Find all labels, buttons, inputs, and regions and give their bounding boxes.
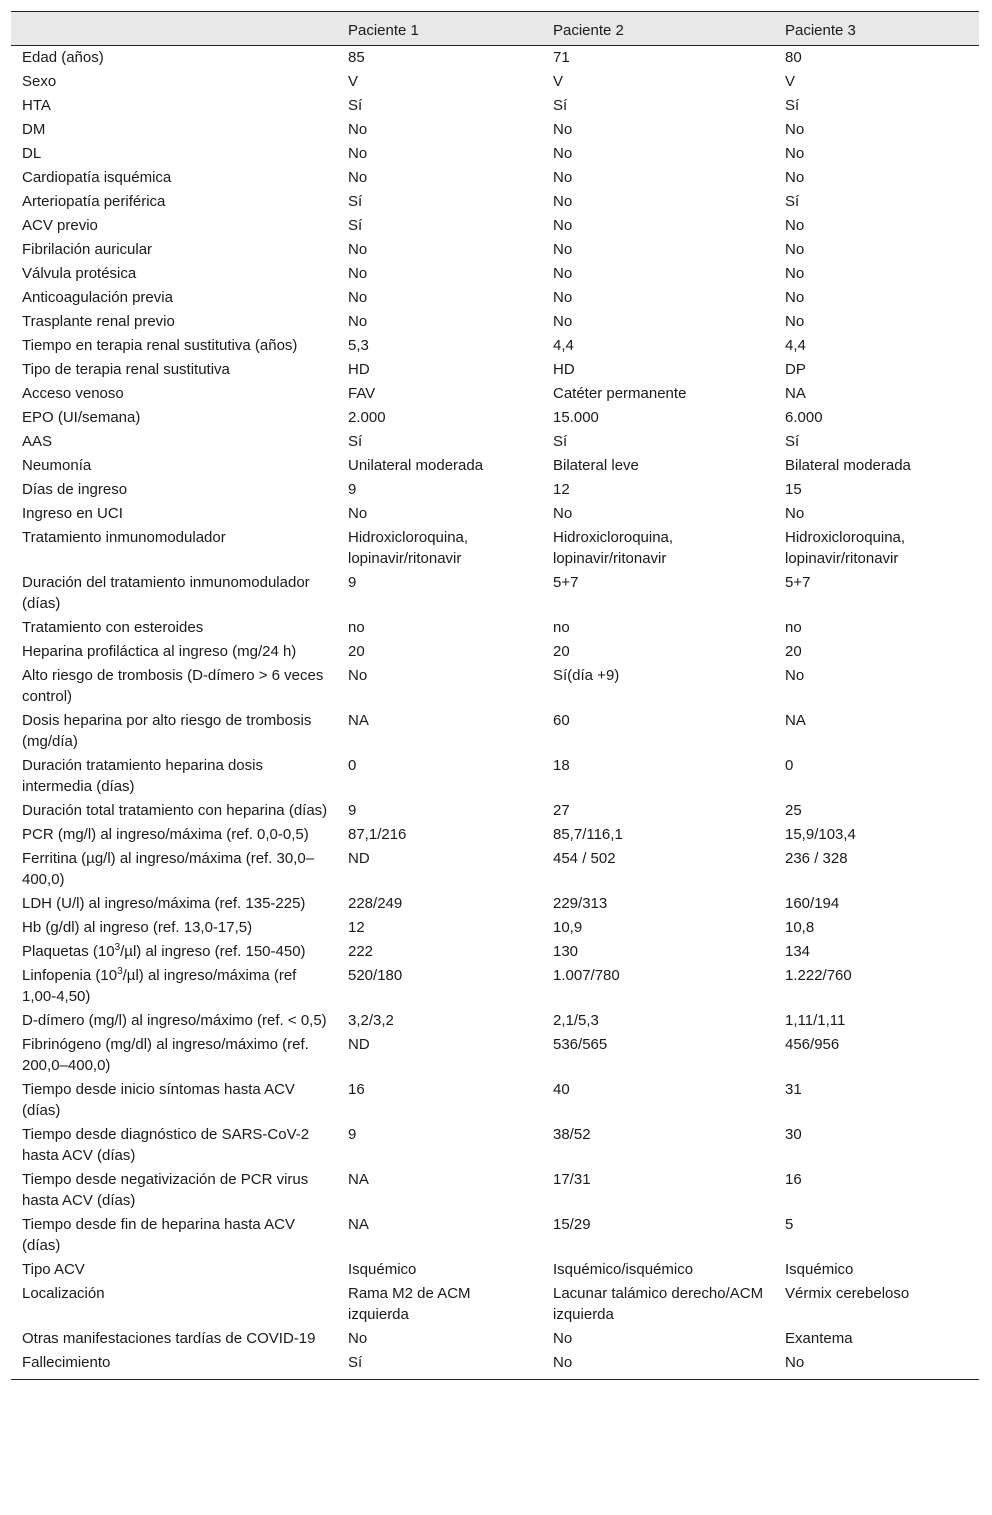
cell-paciente-2: 2,1/5,3 [553, 1012, 599, 1029]
cell-paciente-1: V [348, 73, 359, 90]
row-label: DL [22, 145, 42, 162]
cell-paciente-1: No [348, 169, 368, 186]
cell-paciente-1: No [348, 121, 368, 138]
cell-paciente-2: No [553, 505, 573, 522]
header-row [11, 12, 979, 46]
cell-paciente-2: 40 [553, 1081, 570, 1098]
row-label: Tipo ACV [22, 1261, 85, 1278]
cell-paciente-1: No [348, 313, 368, 330]
cell-paciente-3: No [785, 313, 805, 330]
cell-paciente-1: 222 [348, 943, 374, 960]
table-row [11, 1282, 979, 1327]
table-row [11, 526, 979, 571]
cell-paciente-3: 1.222/760 [785, 967, 852, 984]
cell-paciente-2: No [553, 289, 573, 306]
cell-paciente-2: No [553, 265, 573, 282]
cell-paciente-2: 10,9 [553, 919, 583, 936]
cell-paciente-3: 1,11/1,11 [785, 1012, 846, 1029]
row-label: Válvula protésica [22, 265, 137, 282]
table-row [11, 1168, 979, 1213]
cell-paciente-1: 9 [348, 574, 357, 591]
table-row [11, 892, 979, 916]
table-header [11, 12, 979, 46]
cell-paciente-2: No [553, 313, 573, 330]
cell-paciente-2: No [553, 217, 573, 234]
cell-paciente-3: 15,9/103,4 [785, 826, 856, 843]
row-label [11, 964, 337, 1009]
table-row [11, 640, 979, 664]
table-row [11, 70, 979, 94]
cell-paciente-3: Vérmix cerebeloso [785, 1285, 910, 1302]
cell-paciente-3: 5 [785, 1216, 794, 1233]
header-paciente-2: Paciente 2 [553, 21, 624, 39]
cell-paciente-2: 17/31 [553, 1171, 591, 1188]
cell-paciente-2: Lacunar talámico derecho/ACM izquierda [553, 1285, 764, 1323]
cell-paciente-2: Sí [553, 97, 568, 114]
cell-paciente-3: No [785, 667, 805, 684]
row-label: Duración total tratamiento con heparina (días) [22, 802, 328, 819]
cell-paciente-1: 85 [348, 49, 365, 66]
cell-paciente-3: DP [785, 361, 806, 378]
cell-paciente-1: No [348, 1330, 368, 1347]
cell-paciente-3: No [785, 121, 805, 138]
table-row [11, 664, 979, 709]
cell-paciente-3: NA [785, 385, 806, 402]
cell-paciente-2: 130 [553, 943, 579, 960]
cell-paciente-2: 18 [553, 757, 570, 774]
cell-paciente-1: 0 [348, 757, 357, 774]
row-label: Fibrinógeno (mg/dl) al ingreso/máximo (ref. 200,0–400,0) [22, 1036, 309, 1074]
cell-paciente-3: no [785, 619, 802, 636]
cell-paciente-1: ND [348, 850, 370, 867]
cell-paciente-1: no [348, 619, 365, 636]
cell-paciente-1: 2.000 [348, 409, 386, 426]
cell-paciente-2: 27 [553, 802, 570, 819]
row-label: Tipo de terapia renal sustitutiva [22, 361, 230, 378]
cell-paciente-3: Isquémico [785, 1261, 854, 1278]
cell-paciente-2: 15.000 [553, 409, 599, 426]
cell-paciente-3: 0 [785, 757, 794, 774]
cell-paciente-3: 16 [785, 1171, 802, 1188]
cell-paciente-3: No [785, 241, 805, 258]
row-label: Duración del tratamiento inmunomodulador (días) [22, 574, 310, 612]
cell-paciente-2: 85,7/116,1 [553, 826, 623, 843]
cell-paciente-3: 456/956 [785, 1036, 840, 1053]
table-row [11, 310, 979, 334]
cell-paciente-3: Bilateral moderada [785, 457, 911, 474]
cell-paciente-2: 5+7 [553, 574, 579, 591]
row-label: PCR (mg/l) al ingreso/máxima (ref. 0,0-0,5) [22, 826, 309, 843]
row-label: Duración tratamiento heparina dosis intermedia (días) [22, 757, 263, 795]
row-label: Tiempo desde negativización de PCR virus hasta ACV (días) [22, 1171, 309, 1209]
table-row [11, 142, 979, 166]
table-row [11, 262, 979, 286]
cell-paciente-1: Sí [348, 217, 363, 234]
cell-paciente-2: 12 [553, 481, 570, 498]
cell-paciente-2: No [553, 1354, 573, 1371]
cell-paciente-3: 4,4 [785, 337, 806, 354]
cell-paciente-3: No [785, 505, 805, 522]
cell-paciente-1: Isquémico [348, 1261, 417, 1278]
cell-paciente-2: V [553, 73, 564, 90]
cell-paciente-1: No [348, 505, 368, 522]
row-label: Otras manifestaciones tardías de COVID-19 [22, 1330, 316, 1347]
row-label: Localización [22, 1285, 105, 1302]
cell-paciente-2: 1.007/780 [553, 967, 620, 984]
cell-paciente-2: Sí [553, 433, 568, 450]
cell-paciente-3: NA [785, 712, 806, 729]
cell-paciente-1: HD [348, 361, 370, 378]
table-row [11, 382, 979, 406]
table-row [11, 1351, 979, 1380]
cell-paciente-2: 20 [553, 643, 570, 660]
table-row [11, 358, 979, 382]
row-label-text: /µl) al ingreso (ref. 150-450) [120, 943, 306, 960]
cell-paciente-1: No [348, 289, 368, 306]
cell-paciente-3: No [785, 145, 805, 162]
cell-paciente-3: Sí [785, 97, 800, 114]
row-label: Ingreso en UCI [22, 505, 123, 522]
table-row [11, 847, 979, 892]
cell-paciente-1: 9 [348, 481, 357, 498]
cell-paciente-3: 160/194 [785, 895, 840, 912]
row-label: Fibrilación auricular [22, 241, 153, 258]
row-label-text: Linfopenia (10 [22, 967, 118, 984]
cell-paciente-3: 5+7 [785, 574, 811, 591]
row-label-text: Plaquetas (10 [22, 943, 115, 960]
row-label: Tratamiento inmunomodulador [22, 529, 226, 546]
cell-paciente-3: 134 [785, 943, 811, 960]
cell-paciente-3: 31 [785, 1081, 802, 1098]
cell-paciente-2: HD [553, 361, 575, 378]
row-label: Arteriopatía periférica [22, 193, 166, 210]
cell-paciente-3: 20 [785, 643, 802, 660]
cell-paciente-3: V [785, 73, 796, 90]
cell-paciente-1: ND [348, 1036, 370, 1053]
cell-paciente-2: No [553, 1330, 573, 1347]
row-label: Días de ingreso [22, 481, 128, 498]
cell-paciente-3: No [785, 265, 805, 282]
table-row [11, 430, 979, 454]
cell-paciente-3: 6.000 [785, 409, 823, 426]
row-label: EPO (UI/semana) [22, 409, 141, 426]
table-row [11, 1123, 979, 1168]
row-label: Fallecimiento [22, 1354, 111, 1371]
cell-paciente-2: No [553, 193, 573, 210]
row-label: D-dímero (mg/l) al ingreso/máximo (ref. < 0,5) [22, 1012, 327, 1029]
header-empty-cell [11, 12, 337, 46]
row-label: Hb (g/dl) al ingreso (ref. 13,0-17,5) [22, 919, 253, 936]
cell-paciente-1: No [348, 667, 368, 684]
cell-paciente-1: 9 [348, 1126, 357, 1143]
cell-paciente-3: No [785, 289, 805, 306]
row-label: Alto riesgo de trombosis (D-dímero > 6 veces control) [22, 667, 324, 705]
cell-paciente-2: no [553, 619, 570, 636]
row-label-text: /µl) al ingreso/máxima (ref 1,00-4,50) [22, 967, 297, 1005]
cell-paciente-3: 25 [785, 802, 802, 819]
row-label: Edad (años) [22, 49, 104, 66]
row-label: Tratamiento con esteroides [22, 619, 204, 636]
cell-paciente-1: NA [348, 712, 369, 729]
header-paciente-3: Paciente 3 [785, 21, 856, 39]
cell-paciente-2: 71 [553, 49, 570, 66]
cell-paciente-1: FAV [348, 385, 376, 402]
row-label: Tiempo desde diagnóstico de SARS-CoV-2 hasta ACV (días) [22, 1126, 310, 1164]
cell-paciente-2: 38/52 [553, 1126, 591, 1143]
table-row [11, 1327, 979, 1351]
cell-paciente-2: No [553, 241, 573, 258]
cell-paciente-3: Hidroxicloroquina, lopinavir/ritonavir [785, 529, 906, 567]
cell-paciente-2: No [553, 169, 573, 186]
cell-paciente-1: No [348, 265, 368, 282]
row-label: Trasplante renal previo [22, 313, 175, 330]
row-label: Tiempo en terapia renal sustitutiva (años) [22, 337, 298, 354]
row-label: LDH (U/l) al ingreso/máxima (ref. 135-225) [22, 895, 306, 912]
row-label: AAS [22, 433, 53, 450]
table-row [11, 754, 979, 799]
cell-paciente-1: 228/249 [348, 895, 403, 912]
cell-paciente-1: Hidroxicloroquina, lopinavir/ritonavir [348, 529, 469, 567]
table-row [11, 214, 979, 238]
table-row [11, 964, 979, 1009]
table-row [11, 118, 979, 142]
cell-paciente-2: Sí(día +9) [553, 667, 620, 684]
table-row [11, 454, 979, 478]
cell-paciente-3: 80 [785, 49, 802, 66]
row-label: Tiempo desde fin de heparina hasta ACV (días) [22, 1216, 295, 1254]
table-row [11, 94, 979, 118]
cell-paciente-1: 9 [348, 802, 357, 819]
row-label: DM [22, 121, 46, 138]
cell-paciente-1: 16 [348, 1081, 365, 1098]
cell-paciente-2: Isquémico/isquémico [553, 1261, 694, 1278]
row-label: Tiempo desde inicio síntomas hasta ACV (días) [22, 1081, 295, 1119]
cell-paciente-1: No [348, 241, 368, 258]
cell-paciente-1: NA [348, 1216, 369, 1233]
cell-paciente-2: Catéter permanente [553, 385, 687, 402]
row-label: HTA [22, 97, 51, 114]
table-row [11, 916, 979, 940]
row-label: Heparina profiláctica al ingreso (mg/24 h) [22, 643, 297, 660]
table-body [11, 46, 979, 1380]
row-label: ACV previo [22, 217, 98, 234]
cell-paciente-3: 15 [785, 481, 802, 498]
table-row [11, 286, 979, 310]
cell-paciente-1: 5,3 [348, 337, 369, 354]
cell-paciente-2: 229/313 [553, 895, 608, 912]
cell-paciente-3: 10,8 [785, 919, 815, 936]
row-label: Anticoagulación previa [22, 289, 173, 306]
cell-paciente-1: 87,1/216 [348, 826, 407, 843]
cell-paciente-1: No [348, 145, 368, 162]
row-label: Neumonía [22, 457, 92, 474]
table-row [11, 334, 979, 358]
cell-paciente-1: 12 [348, 919, 365, 936]
cell-paciente-1: Unilateral moderada [348, 457, 484, 474]
cell-paciente-3: No [785, 1354, 805, 1371]
table-row [11, 190, 979, 214]
table-row [11, 238, 979, 262]
table-row [11, 1258, 979, 1282]
table-row [11, 478, 979, 502]
row-label: Ferritina (µg/l) al ingreso/máxima (ref. 30,0–400,0) [22, 850, 315, 888]
cell-paciente-1: Sí [348, 1354, 363, 1371]
cell-paciente-1: Sí [348, 433, 363, 450]
row-label: Acceso venoso [22, 385, 124, 402]
cell-paciente-1: Sí [348, 97, 363, 114]
table-row [11, 1033, 979, 1078]
cell-paciente-2: Hidroxicloroquina, lopinavir/ritonavir [553, 529, 674, 567]
table-row [11, 502, 979, 526]
row-label-superscript: 3 [114, 942, 121, 953]
cell-paciente-1: 520/180 [348, 967, 403, 984]
cell-paciente-2: 454 / 502 [553, 850, 616, 867]
cell-paciente-2: Bilateral leve [553, 457, 639, 474]
table-row [11, 406, 979, 430]
row-label: Dosis heparina por alto riesgo de trombosis (mg/día) [22, 712, 312, 750]
cell-paciente-3: No [785, 169, 805, 186]
table-row [11, 571, 979, 616]
clinical-table-container [11, 11, 979, 1380]
table-row [11, 1078, 979, 1123]
cell-paciente-2: No [553, 145, 573, 162]
cell-paciente-3: 30 [785, 1126, 802, 1143]
header-paciente-1: Paciente 1 [348, 21, 419, 39]
table-row [11, 616, 979, 640]
cell-paciente-2: 4,4 [553, 337, 574, 354]
cell-paciente-1: 20 [348, 643, 365, 660]
cell-paciente-1: Rama M2 de ACM izquierda [348, 1285, 471, 1323]
table-row [11, 1009, 979, 1033]
cell-paciente-2: 60 [553, 712, 570, 729]
row-label [11, 940, 337, 964]
table-row [11, 1213, 979, 1258]
cell-paciente-3: Exantema [785, 1330, 853, 1347]
cell-paciente-3: Sí [785, 433, 800, 450]
row-label-superscript: 3 [117, 966, 123, 977]
cell-paciente-3: Sí [785, 193, 800, 210]
cell-paciente-1: 3,2/3,2 [348, 1012, 394, 1029]
cell-paciente-1: NA [348, 1171, 369, 1188]
cell-paciente-2: 15/29 [553, 1216, 591, 1233]
table-row [11, 166, 979, 190]
cell-paciente-2: 536/565 [553, 1036, 608, 1053]
cell-paciente-3: 236 / 328 [785, 850, 848, 867]
row-label: Sexo [22, 73, 57, 90]
table-row [11, 46, 979, 71]
table-row [11, 799, 979, 823]
row-label: Cardiopatía isquémica [22, 169, 172, 186]
table-row [11, 940, 979, 964]
table-row [11, 709, 979, 754]
cell-paciente-1: Sí [348, 193, 363, 210]
table-row [11, 823, 979, 847]
cell-paciente-2: No [553, 121, 573, 138]
clinical-data-table [11, 11, 979, 1380]
cell-paciente-3: No [785, 217, 805, 234]
